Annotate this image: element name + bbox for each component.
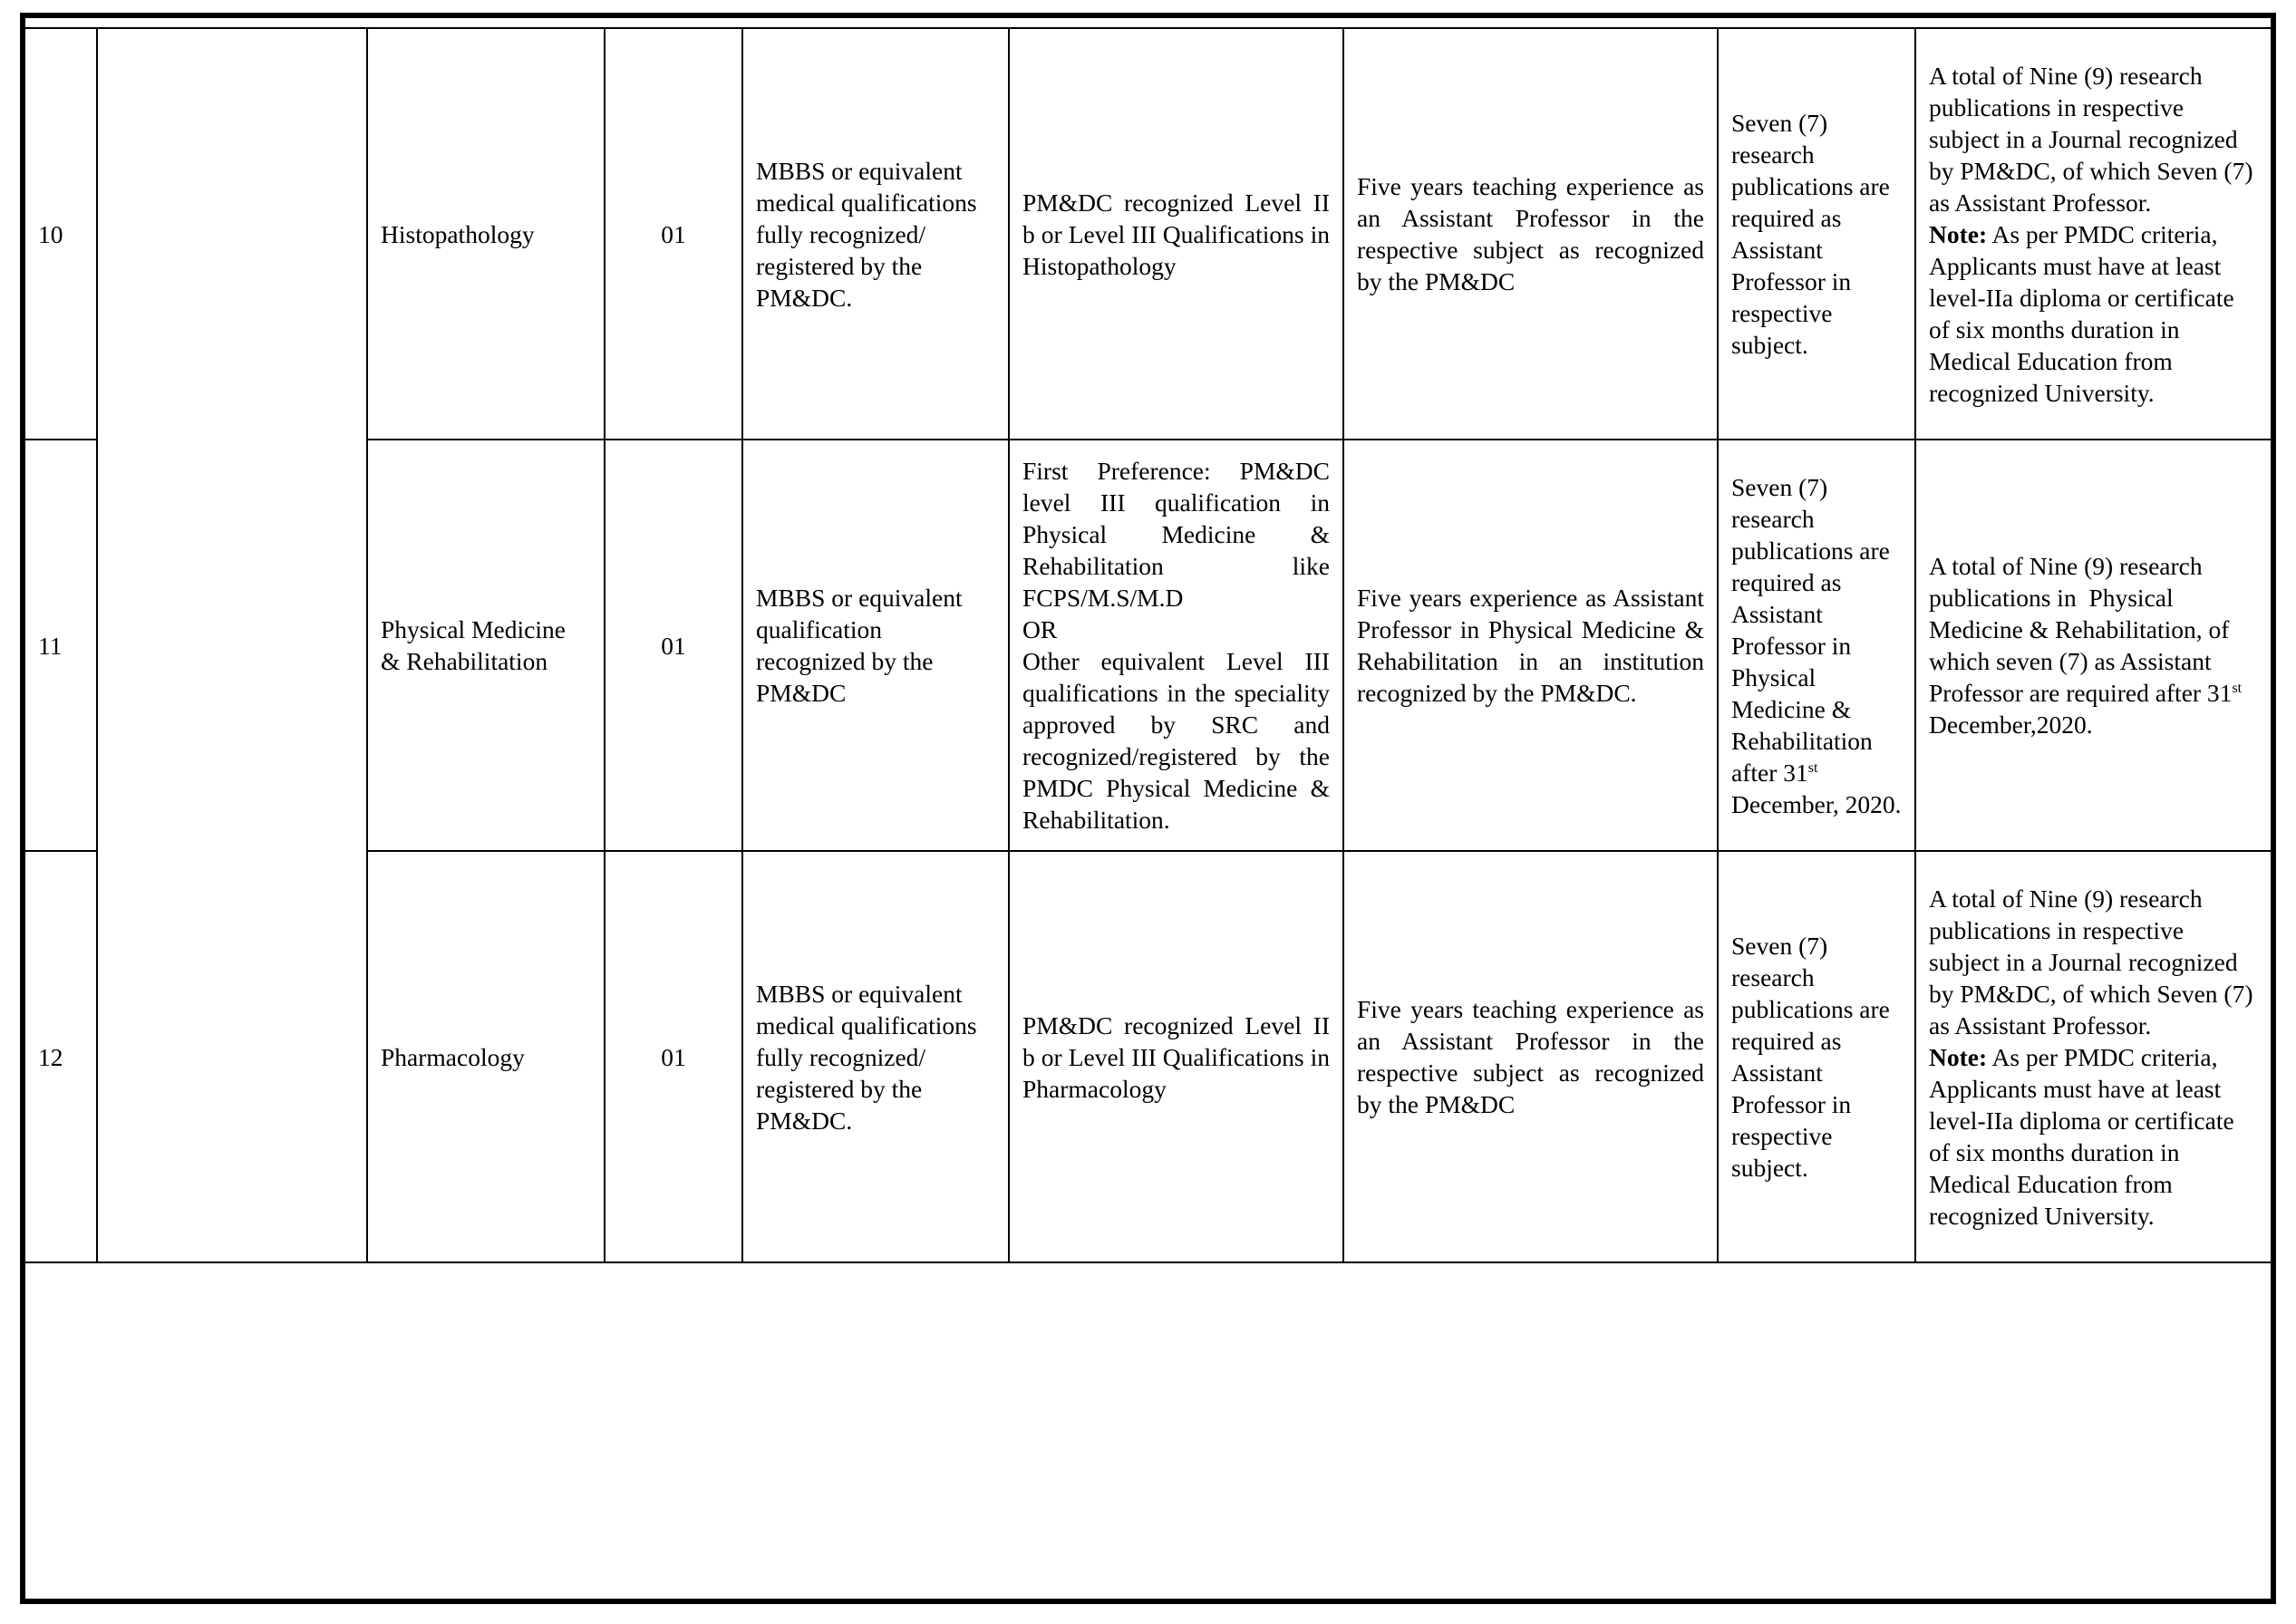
number-of-posts: 01 [605, 28, 742, 440]
basic-qualification: MBBS or equivalent medical qualifications fully recognized/ registered by the PM&DC. [742, 851, 1009, 1262]
teaching-experience: Five years experience as Assistant Professor in Physical Medicine & Rehabilitation in an institution recognized by the PM&DC. [1343, 440, 1718, 851]
number-of-posts: 01 [605, 440, 742, 851]
higher-qualification: PM&DC recognized Level II b or Level III Qualifications in Histopathology [1009, 28, 1343, 440]
note-text: As per PMDC criteria, Applicants must have at least level-IIa diploma or certificate of six months duration in Medical Education from recognized University. [1929, 219, 2241, 407]
posts-table [24, 27, 2274, 1263]
note-text: As per PMDC criteria, Applicants must have at least level-IIa diploma or certificate of six months duration in Medical Education from recognized University. [1929, 1042, 2241, 1230]
publications-requirement [1915, 440, 2273, 851]
teaching-experience: Five years teaching experience as an Assistant Professor in the respective subject as recognized by the PM&DC [1343, 28, 1718, 440]
publications-requirement [1915, 851, 2273, 1262]
teaching-experience: Five years teaching experience as an Assistant Professor in the respective subject as recognized by the PM&DC [1343, 851, 1718, 1262]
research-requirement: Seven (7) research publications are required as Assistant Professor in respective subject. [1718, 851, 1915, 1262]
publications-text: A total of Nine (9) research publications in Physical Medicine & Rehabilitation, of which seven (7) as Assistant Professor are required after 31 [1929, 552, 2236, 707]
publications-date: December,2020. [1929, 679, 2248, 739]
research-date: December, 2020. [1731, 758, 1902, 818]
research-requirement: Seven (7) research publications are required as Assistant Professor in respective subject. [1718, 28, 1915, 440]
other-equivalent: Other equivalent Level III qualifications in the speciality approved by SRC and recognized/registered by the PMDC Physical Medicine & Rehabilitation. [1022, 647, 1330, 834]
publications-requirement [1915, 28, 2273, 440]
basic-qualification: MBBS or equivalent medical qualifications fully recognized/ registered by the PM&DC. [742, 28, 1009, 440]
subject-name: Pharmacology [367, 851, 605, 1262]
publications-text: A total of Nine (9) research publications in respective subject in a Journal recognized by PM&DC, of which Seven (7) as Assistant Professor. [1929, 61, 2253, 217]
department-cell [97, 28, 367, 1262]
serial-number: 10 [24, 28, 97, 440]
ordinal-suffix: st [2232, 680, 2243, 696]
first-preference: First Preference: PM&DC level III qualification in Physical Medicine & Rehabilitation like FCPS/M.S/M.D [1022, 457, 1330, 612]
serial-number: 12 [24, 851, 97, 1262]
research-text: Seven (7) research publications are required as Assistant Professor in Physical Medicine & Rehabilitation after 31 [1731, 472, 1890, 787]
serial-number: 11 [24, 440, 97, 851]
research-requirement [1718, 440, 1915, 851]
number-of-posts: 01 [605, 851, 742, 1262]
table-row [24, 28, 2273, 440]
higher-qualification [1009, 440, 1343, 851]
subject-name: Histopathology [367, 28, 605, 440]
publications-text: A total of Nine (9) research publications in respective subject in a Journal recognized by PM&DC, of which Seven (7) as Assistant Professor. [1929, 884, 2253, 1039]
higher-qualification: PM&DC recognized Level II b or Level III Qualifications in Pharmacology [1009, 851, 1343, 1262]
basic-qualification: MBBS or equivalent qualification recognized by the PM&DC [742, 440, 1009, 851]
ordinal-suffix: st [1807, 759, 1818, 776]
or-separator: OR [1022, 615, 1058, 643]
note-label: Note: [1929, 1042, 1988, 1071]
subject-name: Physical Medicine & Rehabilitation [367, 440, 605, 851]
note-label: Note: [1929, 219, 1988, 248]
